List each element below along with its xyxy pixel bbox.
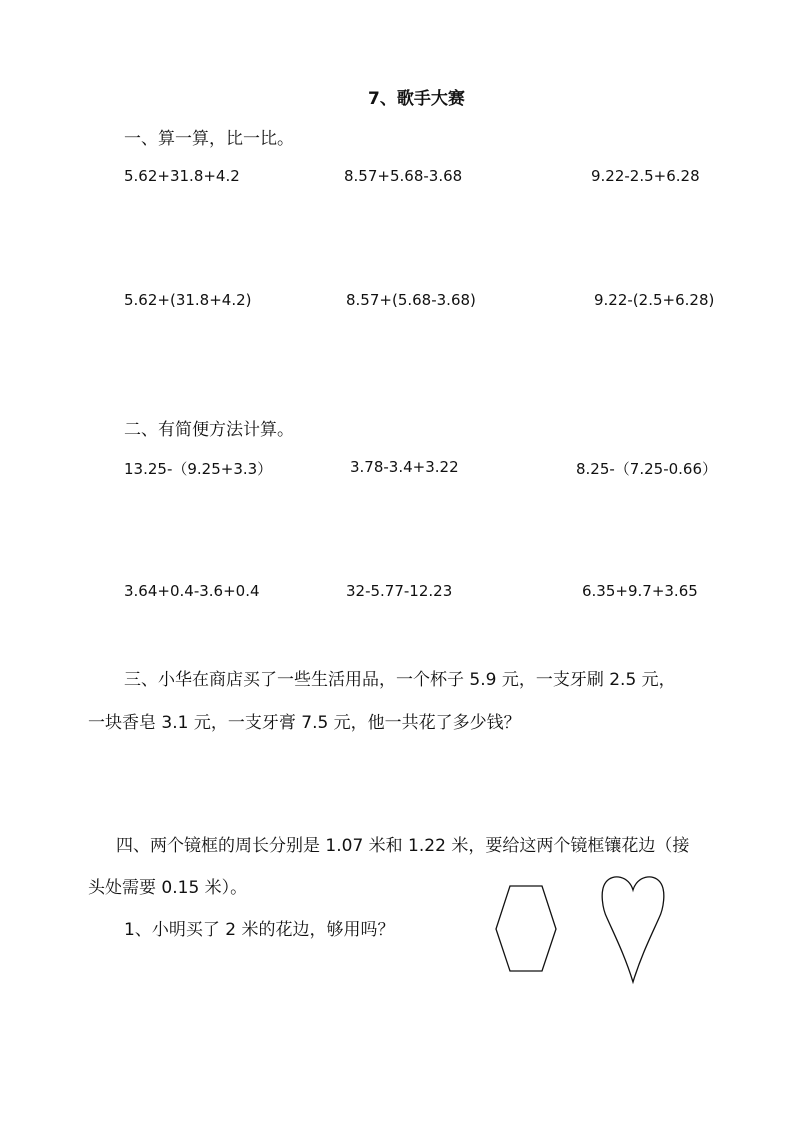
section2-row2-expr1: 3.64+0.4-3.6+0.4 — [124, 582, 260, 600]
section1-row1-expr2: 8.57+5.68-3.68 — [344, 167, 463, 185]
section3-line1: 三、小华在商店买了一些生活用品，一个杯子 5.9 元，一支牙刷 2.5 元， — [124, 670, 676, 690]
section2-row2-expr3: 6.35+9.7+3.65 — [582, 582, 698, 600]
section2-row1-expr2: 3.78-3.4+3.22 — [350, 458, 459, 476]
section1-heading: 一、算一算，比一比。 — [124, 129, 294, 149]
section4-line2: 头处需要 0.15 米）。 — [88, 878, 248, 898]
section3-line2: 一块香皂 3.1 元，一支牙膏 7.5 元，他一共花了多少钱？ — [88, 713, 521, 733]
hexagon-icon — [494, 885, 558, 975]
section4-question1: 1、小明买了 2 米的花边，够用吗？ — [124, 920, 395, 940]
section2-heading: 二、有简便方法计算。 — [124, 420, 294, 440]
section2-row2-expr2: 32-5.77-12.23 — [346, 582, 453, 600]
section1-row1-expr1: 5.62+31.8+4.2 — [124, 167, 240, 185]
heart-icon — [601, 874, 665, 984]
section4-line1: 四、两个镜框的周长分别是 1.07 米和 1.22 米，要给这两个镜框镶花边（接 — [116, 836, 690, 856]
section2-row1-expr3: 8.25-（7.25-0.66） — [576, 460, 718, 478]
page-title: 7、歌手大赛 — [368, 89, 465, 109]
section1-row2-expr1: 5.62+(31.8+4.2) — [124, 291, 252, 309]
section2-row1-expr1: 13.25-（9.25+3.3） — [124, 460, 273, 478]
section1-row2-expr3: 9.22-(2.5+6.28) — [594, 291, 715, 309]
section1-row2-expr2: 8.57+(5.68-3.68) — [346, 291, 476, 309]
section1-row1-expr3: 9.22-2.5+6.28 — [591, 167, 700, 185]
